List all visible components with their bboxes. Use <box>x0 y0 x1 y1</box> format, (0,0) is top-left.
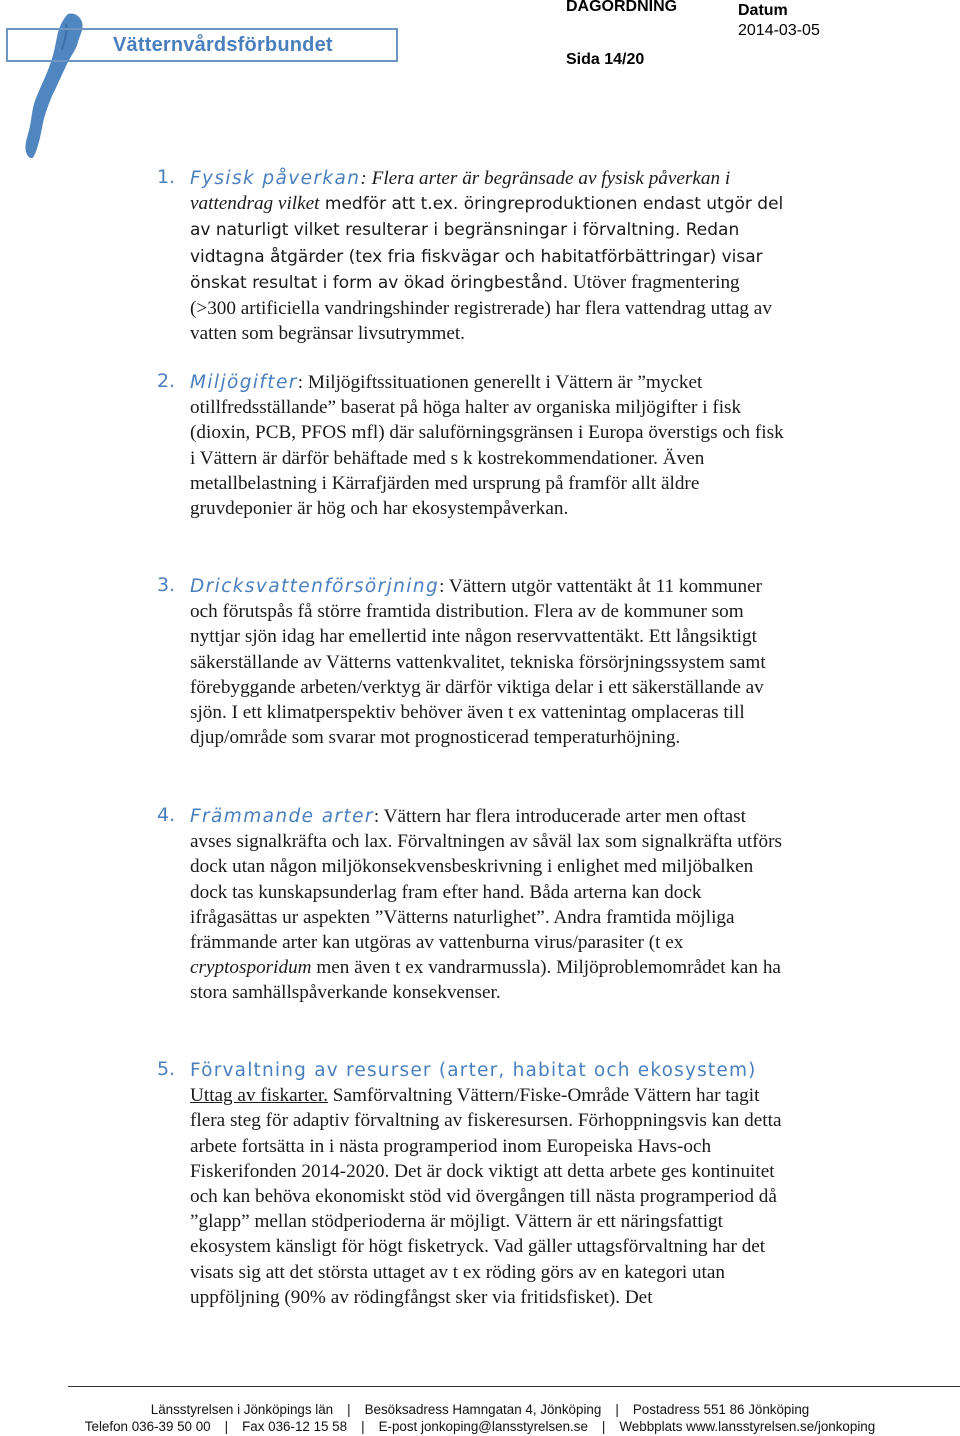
doc-type: DAGORDNING <box>566 0 678 15</box>
item-text-italic: cryptosporidum <box>190 957 312 979</box>
item-text: : Vättern utgör vattentäkt åt 11 kommuner och förutspås få större framtida distribution. Flera av de kommuner som nyttjar sjön idag har emellertid inte någon reservvattentäkt. Ett långsiktigt säkerställande av Vätterns vattenkvalitet, tekniska försörjningssystem samt förebyggande arbeten/verktyg är därför viktiga delar i ett säkerställande av sjön. I ett klimatperspektiv behöver även t ex vattenintag omplaceras till djup/område som svarar mot prognosticerad temperaturhöjning. <box>190 576 766 749</box>
item-heading: Fysisk påverkan <box>190 168 361 189</box>
footer-divider <box>68 1386 960 1387</box>
item-text: : Vättern har flera introducerade arter men oftast avses signalkräfta och lax. Förvaltningen av såväl lax som signalkräfta utförs dock utan någon miljökonsekvensbeskrivning i enlighet med miljöbalken dock tas kunskapsunderlag fram efter hand. Båda arterna kan dock ifrågasättas ur aspekten ”Vätterns naturlighet”. Andra framtida möjliga främmande arter kan utgöras av vattenburna virus/parasiter (t ex <box>190 806 782 954</box>
item-body <box>190 574 790 750</box>
item-text: Samförvaltning Vättern/Fiske-Område Vättern har tagit flera steg för adaptiv förvaltning av fiskeresursen. Förhoppningsvis kan detta arbete fortsätta in i nästa programperiod inom Europeiska Havs-och Fiskerifonden 2014-2020. Det är dock viktigt att detta arbete ges kontinuitet och kan behöva ekonomiskt stöd vid övergången till nästa programperiod då ”glapp” mellan stödperioderna är möjligt. Vättern är ett näringsfattigt ekosystem känsligt för högt fisketryck. Vad gäller uttagsförvaltning har det visats sig att det största uttaget av t ex röding görs av en kategori utan uppföljning (90% av rödingfångst sker via fritidsfisket). Det <box>190 1085 782 1308</box>
item-text: : Miljögiftssituationen generellt i Vättern är ”mycket otillfredsställande” baserat på höga halter av organiska miljögifter i fisk (dioxin, PCB, PFOS mfl) där saluförningsgränsen i Europa överstigs och fisk i Vättern är därför behäftade med s k kostrekommendationer. Även metallbelastning i Kärrafjärden med ursprung på framför allt äldre gruvdeponier är hög och har ekosystempåverkan. <box>190 372 784 520</box>
org-logo-text: Vätternvårdsförbundet <box>113 34 333 56</box>
item-subheading: Uttag av fiskarter. <box>190 1085 328 1107</box>
footer-phone: Telefon 036-39 50 00 <box>84 1419 211 1434</box>
item-text: Utöver fragmentering (>300 artificiella vandringshinder registrerade) har flera vattendrag uttag av vatten som begränsar livsutrymmet. <box>190 271 772 345</box>
item-heading: Dricksvattenförsörjning <box>190 576 440 597</box>
date-value: 2014-03-05 <box>738 22 820 39</box>
item-text-italic: : Flera arter är begränsade av fysisk påverkan i vattendrag vilket <box>190 168 731 215</box>
footer-email[interactable]: E-post jonkoping@lansstyrelsen.se <box>378 1419 588 1434</box>
item-text: men även t ex vandrarmussla). Miljöproblemområdet kan ha stora samhällspåverkande konsekvenser. <box>190 957 781 1004</box>
footer-fax: Fax 036-12 15 58 <box>242 1419 348 1434</box>
item-number: 1. <box>157 166 176 188</box>
item-number: 2. <box>157 370 176 392</box>
item-text-sans: medför att t.ex. öringreproduktionen endast utgör del av naturligt vilket resulterar i begränsningar i förvaltning. Redan vidtagna åtgärder (tex fria fiskvägar och habitatförbättringar) visar önskat resultat i form av ökad öringbestånd. <box>190 194 784 293</box>
date-label: Datum <box>738 2 788 19</box>
item-number: 4. <box>157 804 176 826</box>
item-body <box>190 370 790 521</box>
footer-postal-address: Postadress 551 86 Jönköping <box>632 1402 810 1417</box>
item-number: 3. <box>157 574 176 596</box>
item-body <box>190 1058 790 1310</box>
footer-line-2: Telefon 036-39 50 00 | Fax 036-12 15 58 | E-post jonkoping@lansstyrelsen.se | Webbplats www.lansstyrelsen.se/jonkoping <box>84 1419 876 1434</box>
footer-website[interactable]: Webbplats www.lansstyrelsen.se/jonkoping <box>619 1419 876 1434</box>
page-header <box>0 0 960 160</box>
page-number: Sida 14/20 <box>566 51 645 68</box>
item-heading: Främmande arter <box>190 806 374 827</box>
footer-line-1: Länsstyrelsen i Jönköpings län | Besöksadress Hamngatan 4, Jönköping | Postadress 551 86 Jönköping <box>150 1402 810 1417</box>
item-number: 5. <box>157 1058 176 1080</box>
item-body <box>190 166 790 346</box>
footer-visit-address: Besöksadress Hamngatan 4, Jönköping <box>364 1402 602 1417</box>
item-heading: Miljögifter <box>190 372 298 393</box>
item-heading: Förvaltning av resurser (arter, habitat och ekosystem) <box>190 1060 757 1081</box>
footer-org: Länsstyrelsen i Jönköpings län <box>150 1402 334 1417</box>
item-body <box>190 804 790 1006</box>
